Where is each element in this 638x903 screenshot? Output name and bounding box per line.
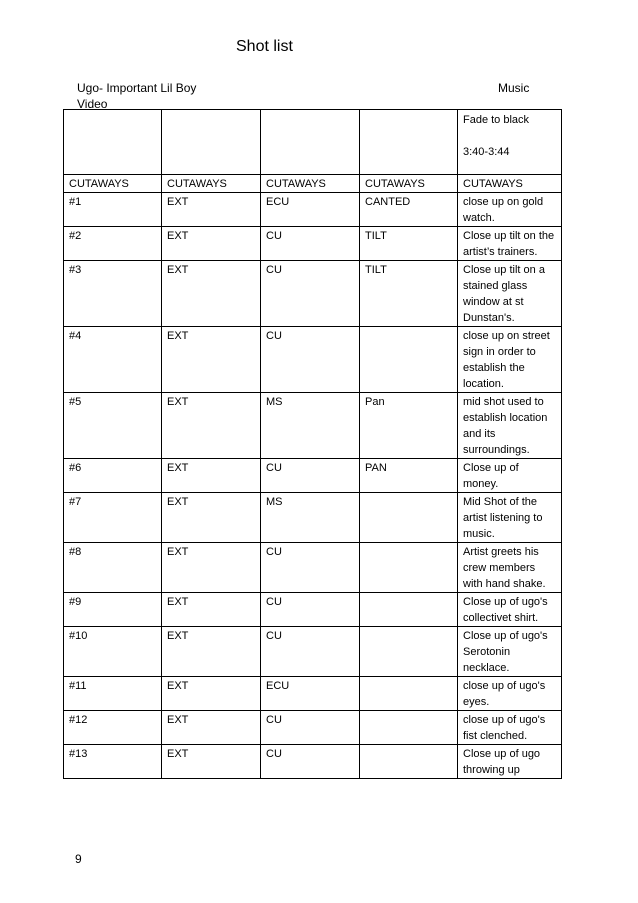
shot-type-cell: CU (261, 327, 360, 393)
description-cell: close up on gold watch. (458, 193, 562, 227)
shot-type-cell: CU (261, 627, 360, 677)
shot-number-cell: #1 (64, 193, 162, 227)
shot-type-cell: CU (261, 459, 360, 493)
location-cell: EXT (162, 593, 261, 627)
page-number: 9 (75, 852, 82, 866)
table-row (64, 459, 562, 493)
shot-number-cell: #8 (64, 543, 162, 593)
description-cell: Close up tilt on the artist’s trainers. (458, 227, 562, 261)
table-row (64, 593, 562, 627)
shot-number-cell: #11 (64, 677, 162, 711)
table-header-row (64, 175, 562, 193)
table-cell-fade (458, 110, 562, 175)
location-cell: EXT (162, 493, 261, 543)
shot-type-cell: CU (261, 261, 360, 327)
table-cell (64, 110, 162, 175)
location-cell: EXT (162, 677, 261, 711)
shot-number-cell: #6 (64, 459, 162, 493)
shot-type-cell: MS (261, 393, 360, 459)
shot-type-cell: ECU (261, 677, 360, 711)
location-cell: EXT (162, 393, 261, 459)
movement-cell (360, 745, 458, 779)
description-cell: Close up of ugo's collectivet shirt. (458, 593, 562, 627)
shot-number-cell: #9 (64, 593, 162, 627)
description-cell: close up of ugo's eyes. (458, 677, 562, 711)
table-row (64, 327, 562, 393)
shot-number-cell: #13 (64, 745, 162, 779)
page-title: Shot list (236, 38, 293, 55)
shot-type-cell: ECU (261, 193, 360, 227)
movement-cell: PAN (360, 459, 458, 493)
timecode-text: 3:40-3:44 (463, 146, 510, 158)
description-cell: Close up of ugo throwing up (458, 745, 562, 779)
shot-number-cell: #7 (64, 493, 162, 543)
shot-list-table (63, 109, 562, 779)
shot-type-cell: CU (261, 711, 360, 745)
description-cell: Close up tilt on a stained glass window at st Dunstan's. (458, 261, 562, 327)
movement-cell (360, 711, 458, 745)
description-cell: mid shot used to establish location and its surroundings. (458, 393, 562, 459)
movement-cell (360, 327, 458, 393)
location-cell: EXT (162, 627, 261, 677)
table-row (64, 711, 562, 745)
header-cell: CUTAWAYS (64, 175, 162, 193)
shot-number-cell: #10 (64, 627, 162, 677)
header-cell: CUTAWAYS (360, 175, 458, 193)
table-cell (360, 110, 458, 175)
shot-type-cell: CU (261, 745, 360, 779)
shot-type-cell: CU (261, 543, 360, 593)
shot-type-cell: CU (261, 593, 360, 627)
description-cell: close up of ugo's fist clenched. (458, 711, 562, 745)
music-label: Music (498, 81, 530, 95)
table-cell (261, 110, 360, 175)
header-cell: CUTAWAYS (458, 175, 562, 193)
location-cell: EXT (162, 543, 261, 593)
description-cell: close up on street sign in order to establish the location. (458, 327, 562, 393)
table-row (64, 543, 562, 593)
movement-cell (360, 543, 458, 593)
movement-cell (360, 493, 458, 543)
movement-cell (360, 593, 458, 627)
shot-number-cell: #4 (64, 327, 162, 393)
movement-cell (360, 677, 458, 711)
location-cell: EXT (162, 193, 261, 227)
project-title: Ugo- Important Lil Boy Video (77, 81, 197, 111)
description-cell: Mid Shot of the artist listening to music. (458, 493, 562, 543)
shot-number-cell: #12 (64, 711, 162, 745)
location-cell: EXT (162, 261, 261, 327)
shot-type-cell: CU (261, 227, 360, 261)
shot-number-cell: #3 (64, 261, 162, 327)
description-cell: Close up of ugo's Serotonin necklace. (458, 627, 562, 677)
table-row (64, 627, 562, 677)
movement-cell: CANTED (360, 193, 458, 227)
location-cell: EXT (162, 227, 261, 261)
table-row (64, 393, 562, 459)
movement-cell (360, 627, 458, 677)
table-row (64, 745, 562, 779)
table-row (64, 193, 562, 227)
shot-number-cell: #5 (64, 393, 162, 459)
description-cell: Artist greets his crew members with hand shake. (458, 543, 562, 593)
movement-cell: Pan (360, 393, 458, 459)
table-row (64, 677, 562, 711)
shot-number-cell: #2 (64, 227, 162, 261)
table-row (64, 261, 562, 327)
fade-text: Fade to black (463, 114, 530, 126)
table-cell (162, 110, 261, 175)
header-cell: CUTAWAYS (162, 175, 261, 193)
location-cell: EXT (162, 327, 261, 393)
table-row (64, 227, 562, 261)
table-row-top (64, 110, 562, 175)
table-row (64, 493, 562, 543)
shot-type-cell: MS (261, 493, 360, 543)
movement-cell: TILT (360, 227, 458, 261)
header-cell: CUTAWAYS (261, 175, 360, 193)
location-cell: EXT (162, 459, 261, 493)
location-cell: EXT (162, 711, 261, 745)
movement-cell: TILT (360, 261, 458, 327)
description-cell: Close up of money. (458, 459, 562, 493)
location-cell: EXT (162, 745, 261, 779)
